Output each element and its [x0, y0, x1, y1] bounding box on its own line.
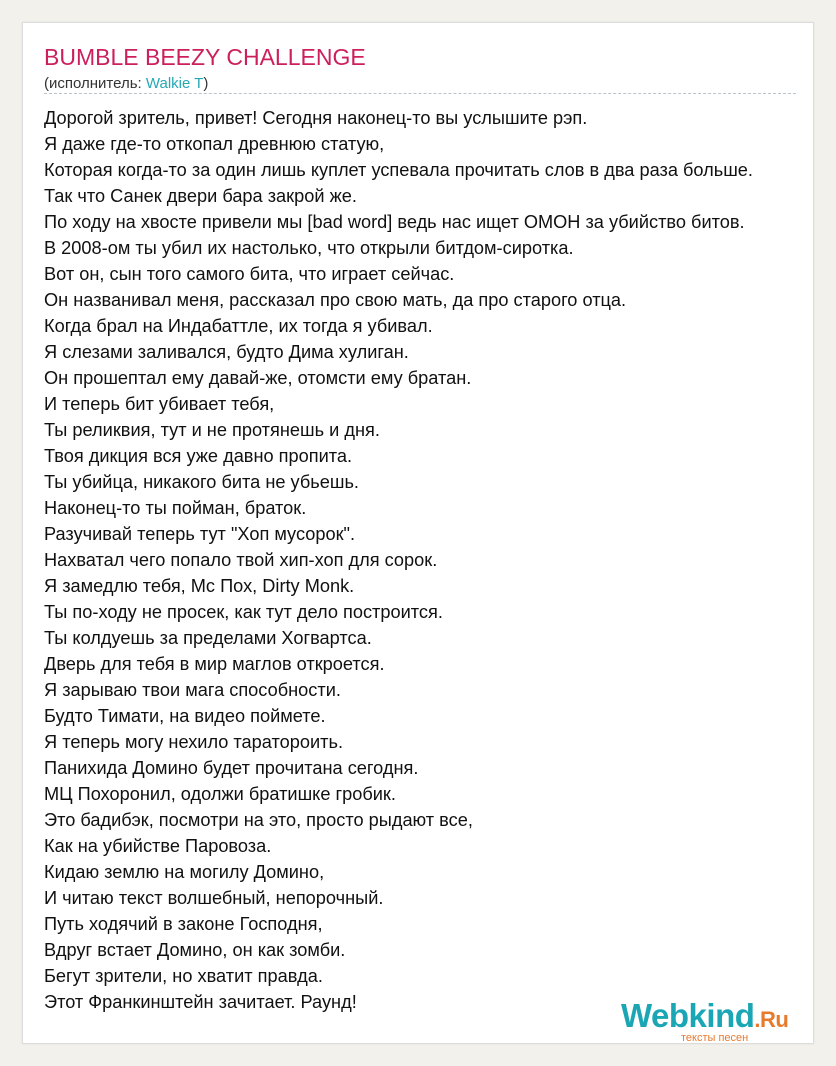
- logo-name: Webkind: [621, 997, 755, 1034]
- artist-suffix: ): [203, 75, 209, 92]
- lyric-line: Я даже где-то откопал древнюю статую,: [44, 134, 385, 154]
- lyric-line: Кидаю землю на могилу Домино,: [44, 862, 325, 882]
- lyrics-card: [22, 22, 814, 1044]
- lyric-line: Нахватал чего попало твой хип-хоп для сорок.: [44, 550, 438, 570]
- song-title: BUMBLE BEEZY CHALLENGE: [44, 44, 366, 70]
- lyric-line: Ты реликвия, тут и не протянешь и дня.: [44, 420, 380, 440]
- lyric-line: В 2008-ом ты убил их настолько, что открыли битдом-сиротка.: [44, 238, 574, 258]
- lyric-line: Ты по-ходу не просек, как тут дело построится.: [44, 602, 443, 622]
- logo-wordmark: [621, 997, 788, 1035]
- logo-suffix: .Ru: [754, 1007, 789, 1032]
- lyric-line: Я зарываю твои мага способности.: [44, 680, 341, 700]
- lyric-line: Когда брал на Индабаттле, их тогда я убивал.: [44, 316, 433, 336]
- lyric-line: Бегут зрители, но хватит правда.: [44, 966, 323, 986]
- lyric-line: Вот он, сын того самого бита, что играет сейчас.: [44, 264, 455, 284]
- lyric-line: Дверь для тебя в мир маглов откроется.: [44, 654, 385, 674]
- lyric-line: Это бадибэк, посмотри на это, просто рыдают все,: [44, 810, 473, 830]
- artist-line: [44, 75, 208, 92]
- lyric-line: И теперь бит убивает тебя,: [44, 394, 275, 414]
- lyric-line: Так что Санек двери бара закрой же.: [44, 186, 357, 206]
- artist-link[interactable]: Walkie T: [145, 75, 204, 92]
- lyric-line: Вдруг встает Домино, он как зомби.: [44, 940, 346, 960]
- lyric-line: Я теперь могу нехило таратороить.: [44, 732, 343, 752]
- lyric-line: Дорогой зритель, привет! Сегодня наконец-то вы услышите рэп.: [44, 108, 588, 128]
- lyrics-text: [44, 105, 753, 1015]
- lyric-line: Я замедлю тебя, Mc Пох, Dirty Monk.: [44, 576, 355, 596]
- lyric-line: Разучивай теперь тут "Хоп мусорок".: [44, 524, 356, 544]
- lyric-line: Панихида Домино будет прочитана сегодня.: [44, 758, 419, 778]
- lyric-line: Путь ходячий в законе Господня,: [44, 914, 323, 934]
- lyric-line: По ходу на хвосте привели мы [bad word] ведь нас ищет ОМОН за убийство битов.: [44, 212, 745, 232]
- artist-prefix: (исполнитель:: [44, 75, 146, 92]
- logo-tagline: тексты песен: [681, 1032, 749, 1044]
- title-divider: [44, 93, 796, 94]
- lyric-line: Наконец-то ты пойман, браток.: [44, 498, 307, 518]
- lyric-line: Ты убийца, никакого бита не убьешь.: [44, 472, 359, 492]
- lyric-line: МЦ Похоронил, одолжи братишке гробик.: [44, 784, 396, 804]
- lyric-line: Я слезами заливался, будто Дима хулиган.: [44, 342, 409, 362]
- lyric-line: И читаю текст волшебный, непорочный.: [44, 888, 384, 908]
- webkind-logo[interactable]: [621, 997, 811, 1043]
- lyric-line: Ты колдуешь за пределами Хогвартса.: [44, 628, 372, 648]
- lyric-line: Твоя дикция вся уже давно пропита.: [44, 446, 353, 466]
- lyric-line: Будто Тимати, на видео поймете.: [44, 706, 326, 726]
- lyric-line: Он прошептал ему давай-же, отомсти ему братан.: [44, 368, 472, 388]
- lyric-line: Этот Франкинштейн зачитает. Раунд!: [44, 992, 357, 1012]
- lyric-line: Он названивал меня, рассказал про свою мать, да про старого отца.: [44, 290, 627, 310]
- lyric-line: Как на убийстве Паровоза.: [44, 836, 272, 856]
- lyric-line: Которая когда-то за один лишь куплет успевала прочитать слов в два раза больше.: [44, 160, 753, 180]
